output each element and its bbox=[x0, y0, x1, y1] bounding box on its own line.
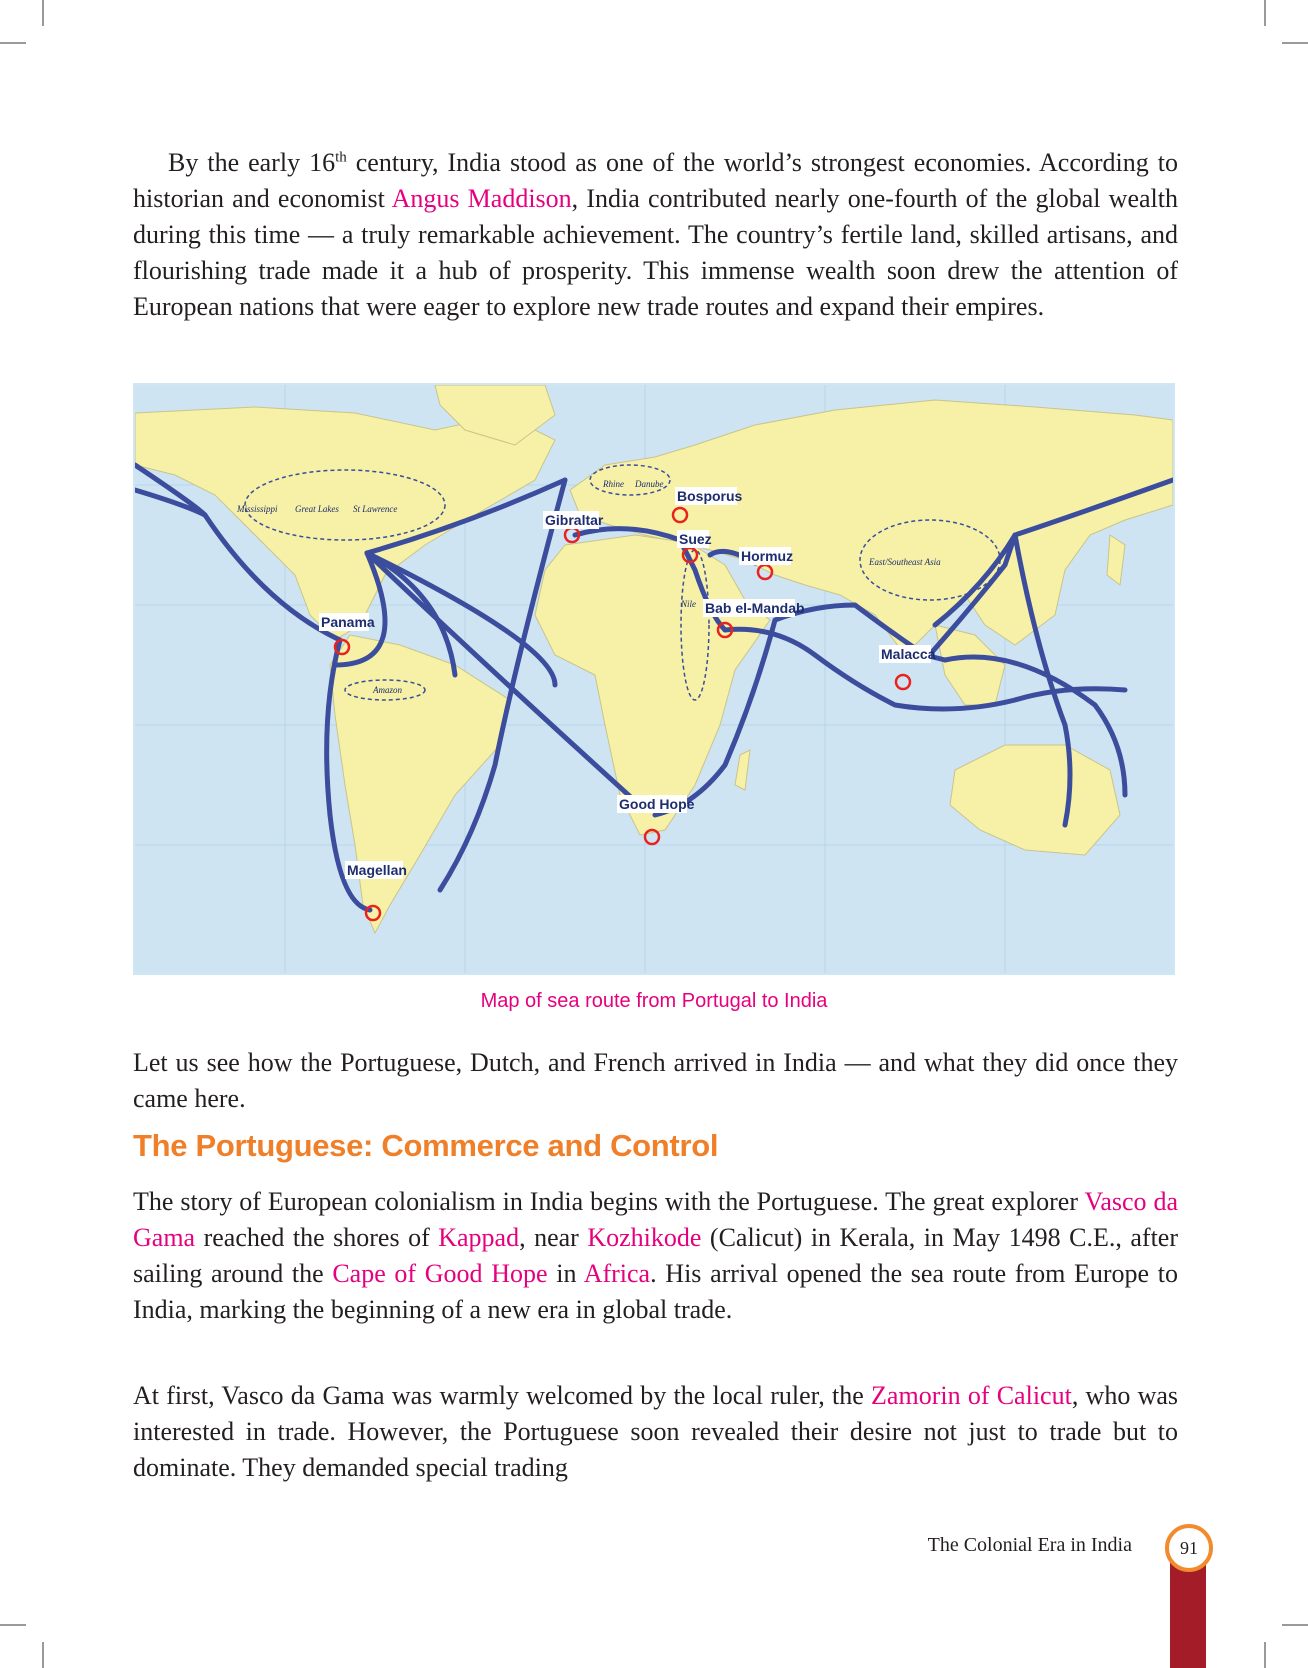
transition-paragraph: Let us see how the Portuguese, Dutch, and French arrived in India — and what they did once they came here. bbox=[133, 1048, 1178, 1113]
link-vasco-da-gama[interactable]: Vasco da Gama bbox=[133, 1187, 1179, 1252]
crop-mark bbox=[1264, 0, 1266, 26]
river-amazon: Amazon bbox=[373, 685, 402, 695]
river-great-lakes: Great Lakes bbox=[295, 504, 339, 514]
crop-mark bbox=[1264, 1642, 1266, 1668]
link-zamorin-of-calicut[interactable]: Zamorin of Calicut bbox=[871, 1381, 1072, 1410]
label-magellan: Magellan bbox=[347, 862, 407, 878]
crop-mark bbox=[0, 42, 26, 44]
river-rhine: Rhine bbox=[603, 479, 624, 489]
crop-mark bbox=[0, 1624, 26, 1626]
label-bosporus: Bosporus bbox=[677, 488, 743, 504]
crop-mark bbox=[1282, 1624, 1308, 1626]
river-st-lawrence: St Lawrence bbox=[353, 504, 398, 514]
intro-paragraph: By the early 16th century, India stood as one of the world’s strongest economies. According to historian and economist Angus Maddison, India contributed nearly one-fourth of the global wealth during this time — a truly remarkable achievement. The country’s fertile land, skilled artisans, and flourishing trade made it a hub of prosperity. This immense wealth soon drew the attention of European nations that were eager to explore new trade routes and expand their empires. bbox=[133, 148, 1178, 321]
portuguese-paragraph: The story of European colonialism in India begins with the Portuguese. The great explorer Vasco da Gama reached the shores of Kappad, near Kozhikode (Calicut) in Kerala, in May 1498 C.E., after sailing around the Cape of Good Hope in Africa. His arrival opened the sea route from Europe to India, marking the beginning of a new era in global trade. bbox=[133, 1187, 1179, 1324]
label-panama: Panama bbox=[321, 614, 375, 630]
link-angus-maddison[interactable]: Angus Maddison bbox=[391, 184, 572, 213]
page-ribbon bbox=[1170, 1560, 1206, 1668]
crop-mark bbox=[42, 0, 44, 26]
crop-mark bbox=[42, 1642, 44, 1668]
link-kozhikode[interactable]: Kozhikode bbox=[587, 1223, 702, 1252]
label-bab-el-mandab: Bab el-Mandab bbox=[705, 600, 805, 616]
label-good-hope: Good Hope bbox=[619, 796, 695, 812]
zamorin-paragraph: At first, Vasco da Gama was warmly welcomed by the local ruler, the Zamorin of Calicut, who was interested in trade. However, the Portuguese soon revealed their desire not just to trade but to dominate. They demanded special trading bbox=[133, 1381, 1179, 1482]
sea-route-map bbox=[133, 383, 1175, 975]
link-kappad[interactable]: Kappad bbox=[438, 1223, 520, 1252]
river-nile: Nile bbox=[681, 599, 696, 609]
section-heading: The Portuguese: Commerce and Control bbox=[133, 1128, 719, 1163]
label-suez: Suez bbox=[679, 531, 712, 547]
label-malacca: Malacca bbox=[881, 646, 936, 662]
label-hormuz: Hormuz bbox=[741, 548, 794, 564]
river-danube: Danube bbox=[635, 479, 664, 489]
crop-mark bbox=[1282, 42, 1308, 44]
link-africa[interactable]: Africa bbox=[583, 1259, 651, 1288]
region-label-east-asia: East/Southeast Asia bbox=[869, 557, 941, 567]
footer-chapter-title: The Colonial Era in India bbox=[927, 1534, 1132, 1556]
link-cape-of-good-hope[interactable]: Cape of Good Hope bbox=[332, 1259, 548, 1288]
label-gibraltar: Gibraltar bbox=[545, 512, 604, 528]
river-mississippi: Mississippi bbox=[237, 504, 278, 514]
map-caption: Map of sea route from Portugal to India bbox=[480, 990, 828, 1012]
page-number: 91 bbox=[1165, 1524, 1213, 1572]
